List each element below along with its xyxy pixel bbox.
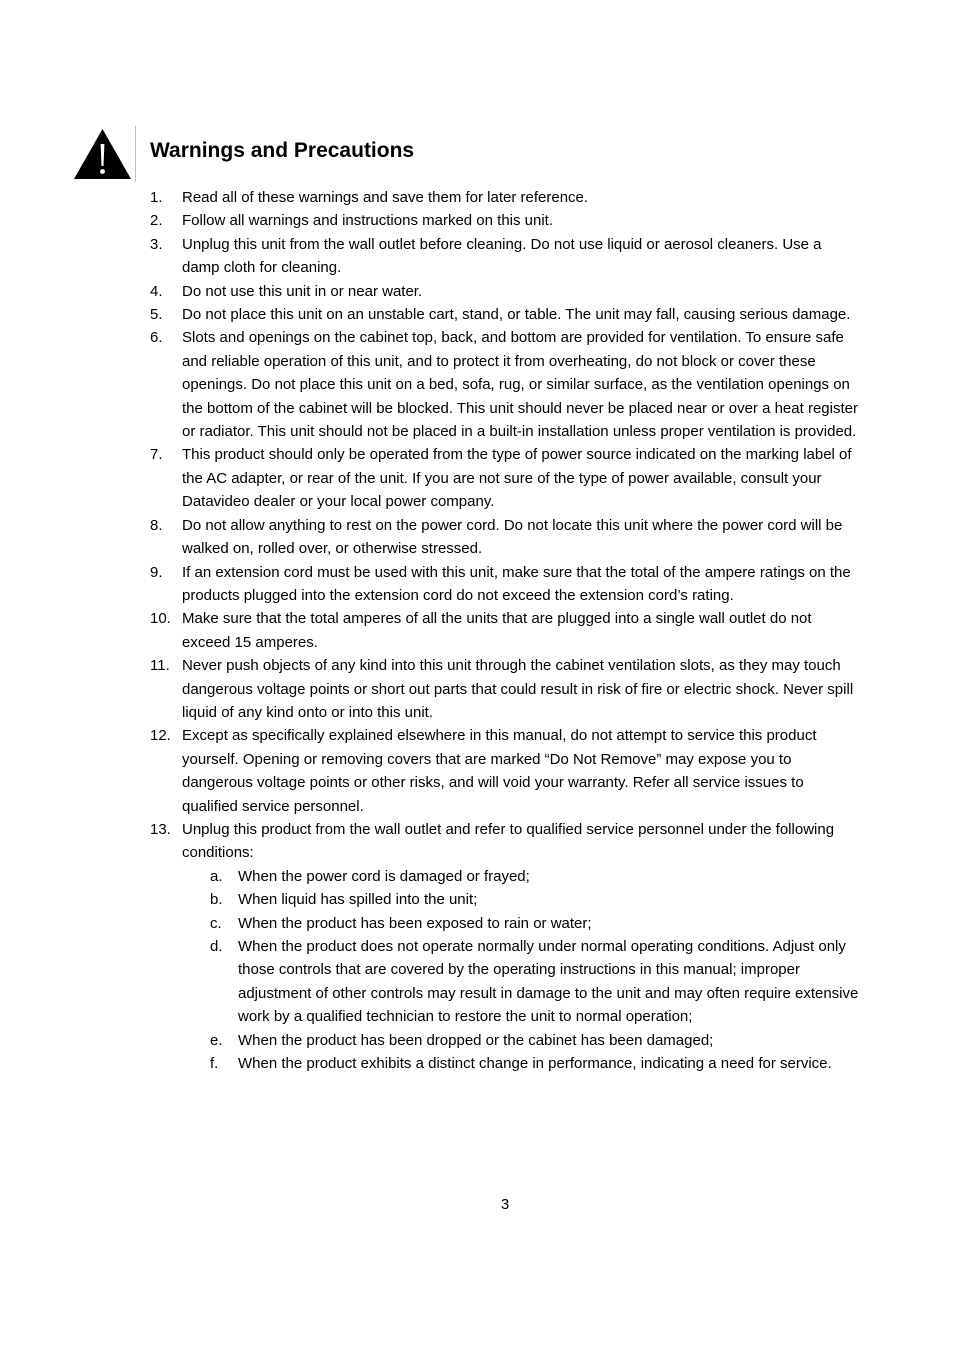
item-number: 11. xyxy=(150,657,170,675)
list-item xyxy=(150,186,862,209)
warning-triangle-icon xyxy=(73,128,132,180)
item-number: 13. xyxy=(150,820,171,838)
list-item xyxy=(150,514,862,561)
item-text: Follow all warnings and instructions marked on this unit. xyxy=(182,212,554,230)
sub-text: When the product exhibits a distinct change in performance, indicating a need for service. xyxy=(238,1055,832,1073)
list-item xyxy=(150,818,862,1075)
sublist-item xyxy=(182,888,862,911)
sub-text: When the product has been exposed to rain or water; xyxy=(238,914,592,932)
item-number: 12. xyxy=(150,727,171,745)
sub-text: When liquid has spilled into the unit; xyxy=(238,891,478,909)
item-text: Never push objects of any kind into this unit through the cabinet ventilation slots, as they may touch dangerous voltage points or short out parts that could result in risk of fire or electric shock. Never spill liquid of any kind onto or into this unit. xyxy=(182,657,854,721)
item-text: Do not allow anything to rest on the power cord. Do not locate this unit where the power cord will be walked on, rolled over, or otherwise stressed. xyxy=(182,516,843,558)
item-number: 6. xyxy=(150,329,163,347)
sublist-item xyxy=(182,912,862,935)
item-text: Read all of these warnings and save them for later reference. xyxy=(182,189,589,206)
warnings-list xyxy=(150,186,862,1075)
page-title: Warnings and Precautions xyxy=(150,139,415,162)
list-item xyxy=(150,607,862,654)
sub-text: When the product does not operate normally under normal operating conditions. Adjust only those controls that are covered by the operating instructions in this manual; improper adjustment of other controls may result in damage to the unit and may often require extensive work by a qualified technician to restore the unit to normal operation; xyxy=(238,938,859,1026)
item-text: Do not place this unit on an unstable cart, stand, or table. The unit may fall, causing serious damage. xyxy=(182,306,851,324)
item-number: 5. xyxy=(150,306,163,324)
page-number: 3 xyxy=(500,1196,510,1213)
sublist-item xyxy=(182,935,862,1029)
sub-text: When the power cord is damaged or frayed; xyxy=(238,867,530,885)
list-item xyxy=(150,326,862,443)
list-item xyxy=(150,561,862,608)
item-text: Slots and openings on the cabinet top, back, and bottom are provided for ventilation. To ensure safe and reliable operation of this unit, and to protect it from overheating, do not block or cover these openings. Do not place this unit on a bed, sofa, rug, or similar surface, as the ventilation openings on the bottom of the cabinet will be blocked. This unit should never be placed near or over a heat register or radiator. This unit should not be placed in a built-in installation unless proper ventilation is provided. xyxy=(182,329,858,441)
sublist-item xyxy=(182,1052,862,1075)
sub-letter: a. xyxy=(210,867,223,885)
item-number: 3. xyxy=(150,235,163,253)
list-item xyxy=(150,233,862,280)
item-text: This product should only be operated from the type of power source indicated on the marking label of the AC adapter, or rear of the unit. If you are not sure of the type of power available, consult your Datavideo dealer or your local power company. xyxy=(182,446,852,511)
item-number: 1. xyxy=(150,189,163,206)
list-item xyxy=(150,209,862,232)
sublist-item xyxy=(182,865,862,888)
sub-letter: f. xyxy=(210,1055,219,1073)
item-number: 7. xyxy=(150,446,163,464)
item-number: 8. xyxy=(150,516,163,534)
item-text: Except as specifically explained elsewhere in this manual, do not attempt to service this product yourself. Opening or removing covers that are marked “Do Not Remove” may expose you to dangerous voltage points or other risks, and will void your warranty. Refer all service issues to qualified service personnel. xyxy=(182,727,817,815)
sublist-item xyxy=(182,1029,862,1052)
item-number: 2. xyxy=(150,212,163,230)
list-item xyxy=(150,724,862,818)
item-number: 4. xyxy=(150,282,163,300)
list-item xyxy=(150,443,862,513)
list-item xyxy=(150,654,862,724)
sub-letter: d. xyxy=(210,938,223,955)
sub-letter: c. xyxy=(210,914,222,932)
sub-text: When the product has been dropped or the cabinet has been damaged; xyxy=(238,1031,714,1049)
sub-letter: b. xyxy=(210,891,223,909)
conditions-sublist xyxy=(182,865,862,1076)
item-number: 9. xyxy=(150,563,163,581)
item-text: If an extension cord must be used with this unit, make sure that the total of the ampere ratings on the products plugged into the extension cord do not exceed the extension cord’s rating. xyxy=(182,563,851,604)
item-number: 10. xyxy=(150,610,171,628)
item-text: Unplug this unit from the wall outlet before cleaning. Do not use liquid or aerosol cleaners. Use a damp cloth for cleaning. xyxy=(182,235,822,277)
header-divider xyxy=(135,126,136,182)
list-item xyxy=(150,280,862,303)
list-item xyxy=(150,303,862,326)
item-text: Do not use this unit in or near water. xyxy=(182,282,423,300)
sub-letter: e. xyxy=(210,1031,223,1049)
item-text: Unplug this product from the wall outlet and refer to qualified service personnel under the following conditions: xyxy=(182,820,835,862)
item-text: Make sure that the total amperes of all the units that are plugged into a single wall outlet do not exceed 15 amperes. xyxy=(182,610,812,651)
